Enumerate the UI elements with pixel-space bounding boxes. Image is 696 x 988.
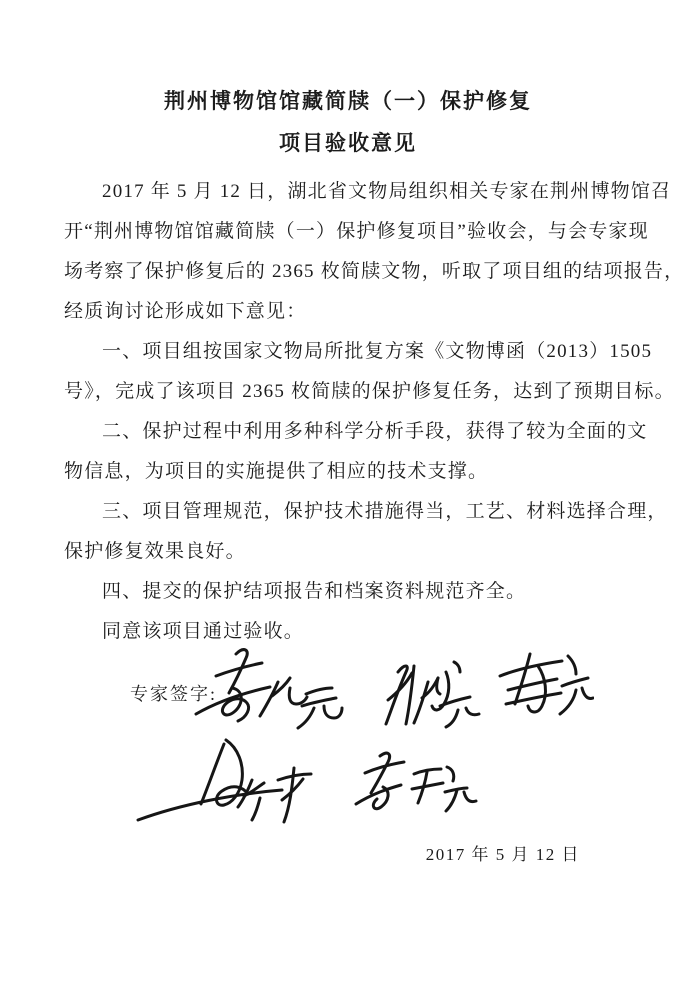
document-date: 2017 年 5 月 12 日 <box>425 845 580 864</box>
body-line: 同意该项目通过验收。 <box>102 621 305 642</box>
handwritten-signature-4 <box>130 734 322 838</box>
body-line: 经质询讨论形成如下意见： <box>64 301 307 322</box>
body-line: 四、提交的保护结项报告和档案资料规范齐全。 <box>102 581 527 602</box>
body-line: 一、项目组按国家文物局所批复方案《文物博函（2013）1505 <box>102 341 653 362</box>
handwritten-signature-3 <box>482 646 594 724</box>
body-line: 场考察了保护修复后的 2365 枚简牍文物，听取了项目组的结项报告， <box>64 261 685 282</box>
signature-label: 专家签字: <box>130 684 218 704</box>
body-line: 开“荆州博物馆馆藏简牍（一）保护修复项目”验收会，与会专家现 <box>64 221 649 242</box>
handwritten-signature-5 <box>348 746 480 824</box>
title-line-1: 荆州博物馆馆藏简牍（一）保护修复 <box>164 89 532 113</box>
body-line: 三、项目管理规范，保护技术措施得当，工艺、材料选择合理， <box>102 501 668 522</box>
document-title <box>0 0 696 164</box>
signature-section <box>0 638 696 878</box>
body-line: 号》，完成了该项目 2365 枚简牍的保护修复任务，达到了预期目标。 <box>64 381 675 402</box>
title-line-2: 项目验收意见 <box>279 131 417 155</box>
document-body <box>0 164 696 652</box>
body-line: 保护修复效果良好。 <box>64 541 246 562</box>
body-line: 物信息，为项目的实施提供了相应的技术支撑。 <box>64 461 489 482</box>
handwritten-signature-2 <box>378 656 490 740</box>
body-line: 2017 年 5 月 12 日，湖北省文物局组织相关专家在荆州博物馆召 <box>102 181 672 202</box>
body-line: 二、保护过程中利用多种科学分析手段，获得了较为全面的文 <box>102 421 648 442</box>
